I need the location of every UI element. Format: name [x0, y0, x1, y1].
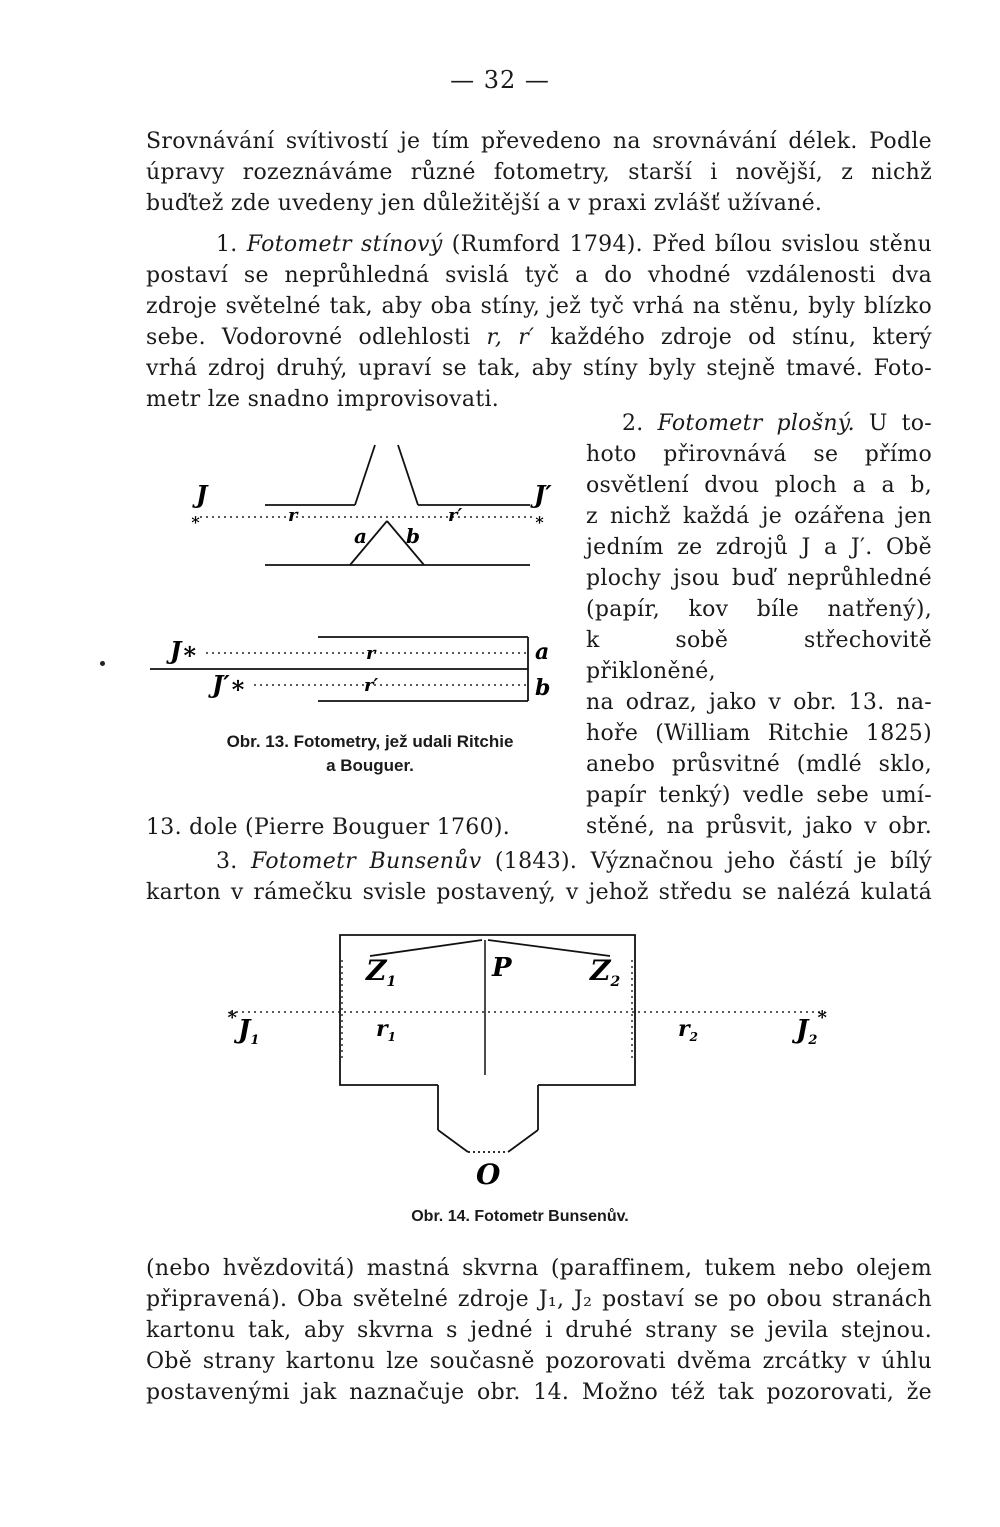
text-line: na odraz, jako v obr. 13. na-	[586, 690, 932, 715]
text-line: (Rumford 1794). Před bílou svislou stěnu	[451, 232, 932, 257]
caption-line: Obr. 13. Fotometry, jež udali Ritchie	[226, 732, 514, 751]
text-line: osvětlení dvou ploch a a b,	[586, 473, 932, 498]
label-Z2-letter: Z	[590, 954, 611, 987]
label-J-prime-star: J′∗	[212, 670, 247, 699]
label-r2-sub: 2	[689, 1030, 698, 1044]
scan-dot	[100, 661, 105, 666]
label-J1-letter: J	[238, 1015, 251, 1045]
label-J2-letter: J	[796, 1015, 809, 1045]
label-J2	[791, 1015, 817, 1048]
label-J: J	[196, 480, 208, 509]
text-line: anebo průsvitné (mdlé sklo,	[586, 752, 932, 777]
text-line: k sobě střechovitě přikloněné,	[586, 628, 932, 684]
section2-title: Fotometr plošný.	[657, 411, 855, 436]
section2-number: 2.	[622, 411, 644, 436]
section1-number: 1.	[216, 232, 238, 257]
figure13-caption	[160, 730, 580, 778]
caption-line: a Bouguer.	[326, 756, 414, 775]
label-b: b	[406, 524, 420, 548]
text-line: sebe. Vodorovné odlehlosti	[146, 325, 471, 350]
section2-continuation: 13. dole (Pierre Bouguer 1760).	[146, 815, 511, 840]
label-r1	[376, 1016, 396, 1044]
text-line: zdroje světelné tak, aby oba stíny, jež tyč vrhá na stěnu, byly blízko	[146, 294, 932, 319]
label-J-star: J∗	[170, 636, 198, 665]
eyepiece-right-lip	[508, 1130, 538, 1152]
final-paragraph	[146, 1253, 932, 1408]
section3-first-line	[146, 846, 932, 877]
figure14-caption: Obr. 14. Fotometr Bunsenův.	[411, 1208, 629, 1225]
label-r2-letter: r	[678, 1016, 690, 1042]
rod-left	[355, 445, 375, 505]
label-Z1	[365, 954, 396, 990]
text-line: metr lze snadno improvisovati.	[146, 387, 500, 412]
star-left: ∗	[190, 510, 202, 529]
section2-paragraph	[586, 408, 932, 842]
text-line: připravená). Oba světelné zdroje J₁, J₂ postaví se po obou stranách	[146, 1287, 932, 1312]
label-Z2-sub: 2	[610, 974, 621, 990]
label-J2-sub: 2	[808, 1033, 818, 1048]
section3-paragraph	[146, 846, 932, 908]
text-line: (papír, kov bíle natřený),	[586, 597, 932, 622]
mirror-Z1	[370, 940, 482, 956]
label-Z1-sub: 1	[386, 974, 397, 990]
text-line: karton v rámečku svisle postavený, v jehož středu se nalézá kulatá	[146, 880, 932, 905]
section1-paragraph	[146, 229, 932, 415]
text-line: z nichž každá je ozářena jen	[586, 504, 932, 529]
section3-title: Fotometr Bunsenův	[251, 849, 482, 874]
text-line: Srovnávání svítivostí je tím převedeno na srovnávání délek. Podle	[146, 129, 932, 154]
section1-first-line	[146, 229, 932, 260]
var-r: r,	[486, 325, 503, 350]
text-line: hoto přirovnává se přímo	[586, 442, 932, 467]
text-line: (1843). Význačnou jeho částí je bílý	[494, 849, 933, 874]
text-line: každého zdroje od stínu, který	[550, 325, 932, 350]
text-line: kartonu tak, aby skvrna s jedné i druhé strany se jevila stejnou.	[146, 1318, 932, 1343]
text-line: Obě strany kartonu lze současně pozorovati dvěma zrcátky v úhlu	[146, 1349, 932, 1374]
figure-13	[150, 435, 570, 715]
star-J1: ∗	[226, 1004, 239, 1025]
text-line: papír tenký) vedle sebe umí-	[586, 783, 932, 808]
text-line: postaví se neprůhledná svislá tyč a do vhodné vzdálenosti dva	[146, 263, 932, 288]
label-J1-sub: 1	[250, 1033, 260, 1048]
section2-first-line	[586, 408, 932, 439]
page-number: — 32 —	[450, 66, 550, 94]
label-r1-sub: 1	[387, 1030, 396, 1044]
section1-title: Fotometr stínový	[246, 232, 443, 257]
label-O: O	[476, 1158, 501, 1190]
text-line-with-vars	[146, 322, 932, 353]
intro-paragraph	[146, 126, 932, 219]
text-line: (nebo hvězdovitá) mastná skvrna (paraffinem, tukem nebo olejem	[146, 1256, 932, 1281]
label-Z2	[589, 954, 620, 990]
label-r2	[678, 1016, 698, 1044]
label-b-lower: b	[535, 675, 551, 701]
label-Z1-letter: Z	[366, 954, 387, 987]
text-line: úpravy rozeznáváme různé fotometry, starší i novější, z nichž	[146, 160, 932, 185]
var-r-prime: r′	[518, 325, 535, 350]
figure-14	[220, 930, 840, 1190]
text-line: plochy jsou buď neprůhledné	[586, 566, 932, 591]
label-r: r	[288, 505, 298, 526]
label-a: a	[354, 524, 367, 548]
eyepiece-left-lip	[438, 1130, 468, 1152]
label-a-lower: a	[535, 639, 550, 665]
rod-right	[398, 445, 418, 505]
label-r1-letter: r	[376, 1016, 388, 1042]
text-line: hoře (William Ritchie 1825)	[586, 721, 932, 746]
label-J-prime: J′	[534, 480, 552, 509]
text-line: U to-	[868, 411, 932, 436]
label-r-prime: r′	[448, 505, 463, 526]
label-r-lower: r	[366, 643, 376, 664]
text-line: postavenými jak naznačuje obr. 14. Možno též tak pozorovati, že	[146, 1380, 932, 1405]
text-line: stěné, na průsvit, jako v obr.	[586, 814, 932, 839]
star-right: ∗	[534, 510, 546, 529]
label-r-prime-lower: r′	[364, 675, 379, 696]
text-line: jedním ze zdrojů J a J′. Obě	[586, 535, 932, 560]
text-line: buďtež zde uvedeny jen důležitější a v praxi zvlášť užívané.	[146, 191, 823, 216]
star-J2: ∗	[816, 1004, 829, 1025]
text-line: vrhá zdroj druhý, upraví se tak, aby stíny byly stejně tmavé. Foto-	[146, 356, 932, 381]
label-P: P	[492, 953, 512, 983]
section3-number: 3.	[216, 849, 238, 874]
